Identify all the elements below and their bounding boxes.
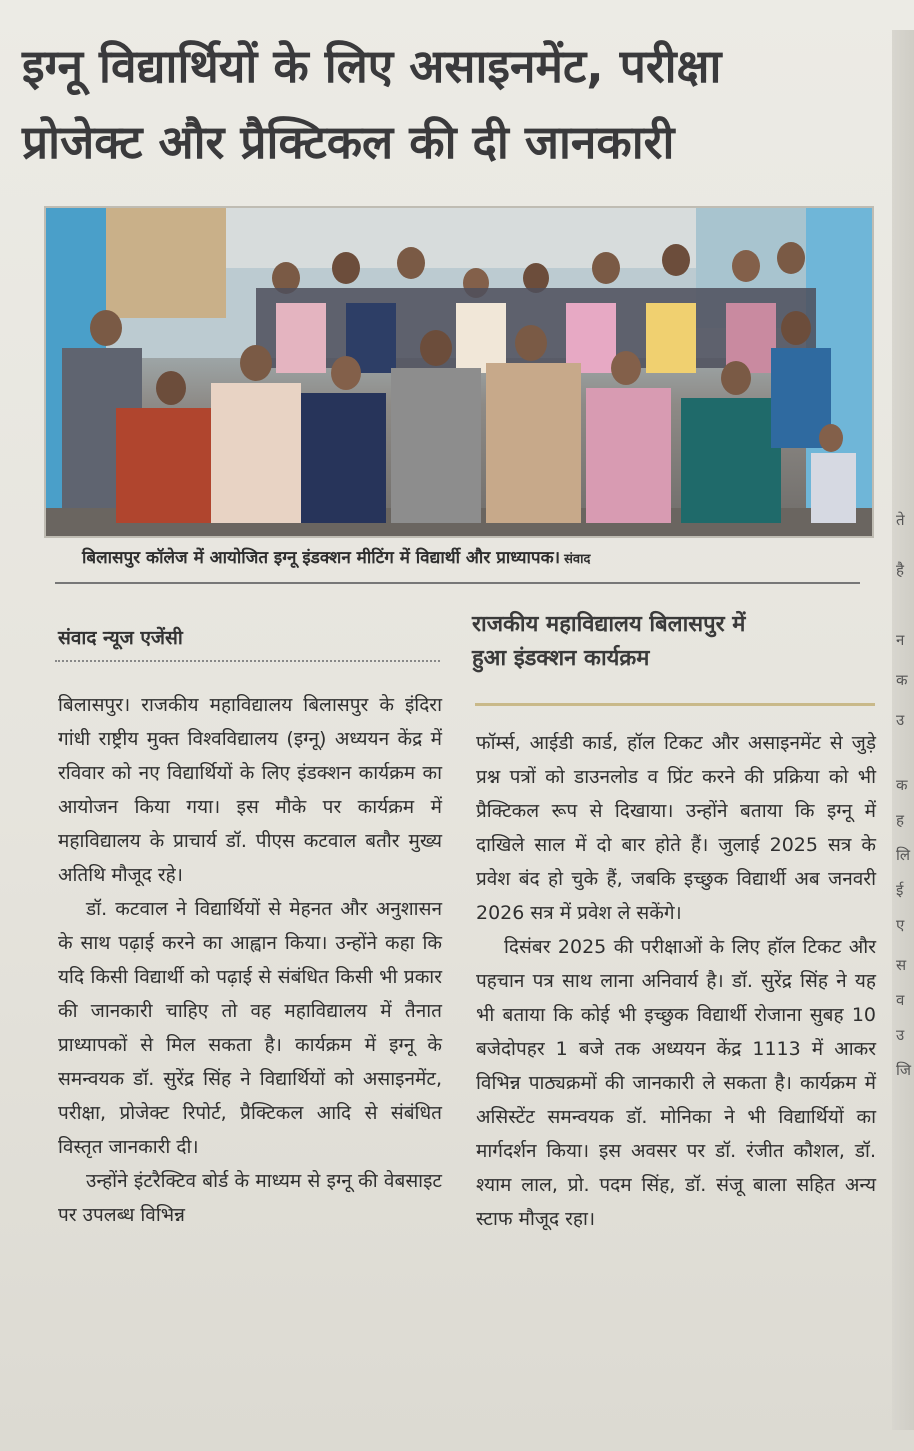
adjacent-column-edge	[892, 30, 914, 1430]
paragraph: डॉ. कटवाल ने विद्यार्थियों से मेहनत और अनुशासन के साथ पढ़ाई करने का आह्वान किया। उन्होंने कहा कि यदि किसी विद्यार्थी को पढ़ाई से संबंधित किसी भी प्रकार की जानकारी चाहिए तो वह महाविद्यालय में तैनात प्राध्यापकों से मिल सकता है। कार्यक्रम में इग्नू के समन्वयक डॉ. सुरेंद्र सिंह ने विद्यार्थियों को असाइनमेंट, परीक्षा, प्रोजेक्ट रिपोर्ट, प्रैक्टिकल आदि से संबंधित विस्तृत जानकारी दी।	[58, 898, 442, 1158]
headline	[22, 28, 882, 180]
edge-fragment: है	[896, 561, 904, 579]
edge-fragment: जि	[896, 1061, 912, 1079]
byline-divider	[55, 660, 440, 663]
subheadline	[472, 608, 872, 676]
edge-fragment: व	[896, 991, 905, 1009]
edge-fragment: ते	[896, 511, 905, 529]
paragraph: फॉर्म्स, आईडी कार्ड, हॉल टिकट और असाइनमेंट से जुड़े प्रश्न पत्रों को डाउनलोड व प्रिंट करने की प्रक्रिया को भी प्रैक्टिकल रूप से दिखाया। उन्होंने बताया कि इग्नू में दाखिले साल में दो बार होते हैं। जुलाई 2025 सत्र के प्रवेश बंद हो चुके हैं, जबकि इच्छुक विद्यार्थी अब जनवरी 2026 सत्र में प्रवेश ले सकेंगे।	[476, 732, 876, 924]
byline: संवाद न्यूज एजेंसी	[58, 627, 183, 649]
edge-fragment: ए	[896, 916, 905, 934]
paragraph: दिसंबर 2025 की परीक्षाओं के लिए हॉल टिकट और पहचान पत्र साथ लाना अनिवार्य है। डॉ. सुरेंद्र सिंह ने यह भी बताया कि कोई भी इच्छुक विद्यार्थी रोजाना सुबह 10 बजेदोपहर 1 बजे तक अध्ययन केंद्र 1113 में आकर विभिन्न पाठ्यक्रमों की जानकारी ले सकता है। कार्यक्रम में असिस्टेंट समन्वयक डॉ. मोनिका ने भी विद्यार्थियों का मार्गदर्शन किया। इस अवसर पर डॉ. रंजीत कौशल, डॉ. श्याम लाल, प्रो. पदम सिंह, डॉ. संजू बाला सहित अन्य स्टाफ मौजूद रहा।	[476, 936, 876, 1230]
subheadline-line-2: हुआ इंडक्शन कार्यक्रम	[472, 646, 650, 671]
group-photo	[44, 206, 874, 538]
edge-fragment: उ	[896, 711, 905, 729]
paragraph: उन्होंने इंटरैक्टिव बोर्ड के माध्यम से इग्नू की वेबसाइट पर उपलब्ध विभिन्न	[58, 1170, 442, 1226]
subheadline-divider	[475, 703, 875, 706]
headline-line-1: इग्नू विद्यार्थियों के लिए असाइनमेंट, परीक्षा	[22, 39, 722, 93]
article-column-left	[58, 688, 442, 1232]
photo-credit: संवाद	[564, 552, 591, 567]
edge-fragment: ह	[896, 811, 904, 829]
subheadline-line-1: राजकीय महाविद्यालय बिलासपुर में	[472, 612, 746, 637]
divider	[55, 582, 860, 584]
edge-fragment: स	[896, 956, 907, 974]
edge-fragment: उ	[896, 1026, 905, 1044]
paragraph: बिलासपुर। राजकीय महाविद्यालय बिलासपुर के इंदिरा गांधी राष्ट्रीय मुक्त विश्वविद्यालय (इग्नू) अध्ययन केंद्र में रविवार को नए विद्यार्थियों के लिए इंडक्शन कार्यक्रम का आयोजन किया गया। इस मौके पर कार्यक्रम में महाविद्यालय के प्राचार्य डॉ. पीएस कटवाल बतौर मुख्य अतिथि मौजूद रहे।	[58, 694, 442, 886]
photo-caption	[82, 545, 862, 573]
headline-line-2: प्रोजेक्ट और प्रैक्टिकल की दी जानकारी	[22, 115, 675, 169]
photo-caption-text: बिलासपुर कॉलेज में आयोजित इग्नू इंडक्शन मीटिंग में विद्यार्थी और प्राध्यापक।	[82, 548, 561, 568]
group-photo-illustration	[46, 208, 872, 536]
edge-fragment: ई	[896, 881, 904, 899]
article-column-right	[476, 726, 876, 1236]
edge-fragment: क	[896, 671, 908, 689]
edge-fragment: न	[896, 631, 905, 649]
edge-fragment: क	[896, 776, 908, 794]
edge-fragment: लि	[896, 846, 911, 864]
